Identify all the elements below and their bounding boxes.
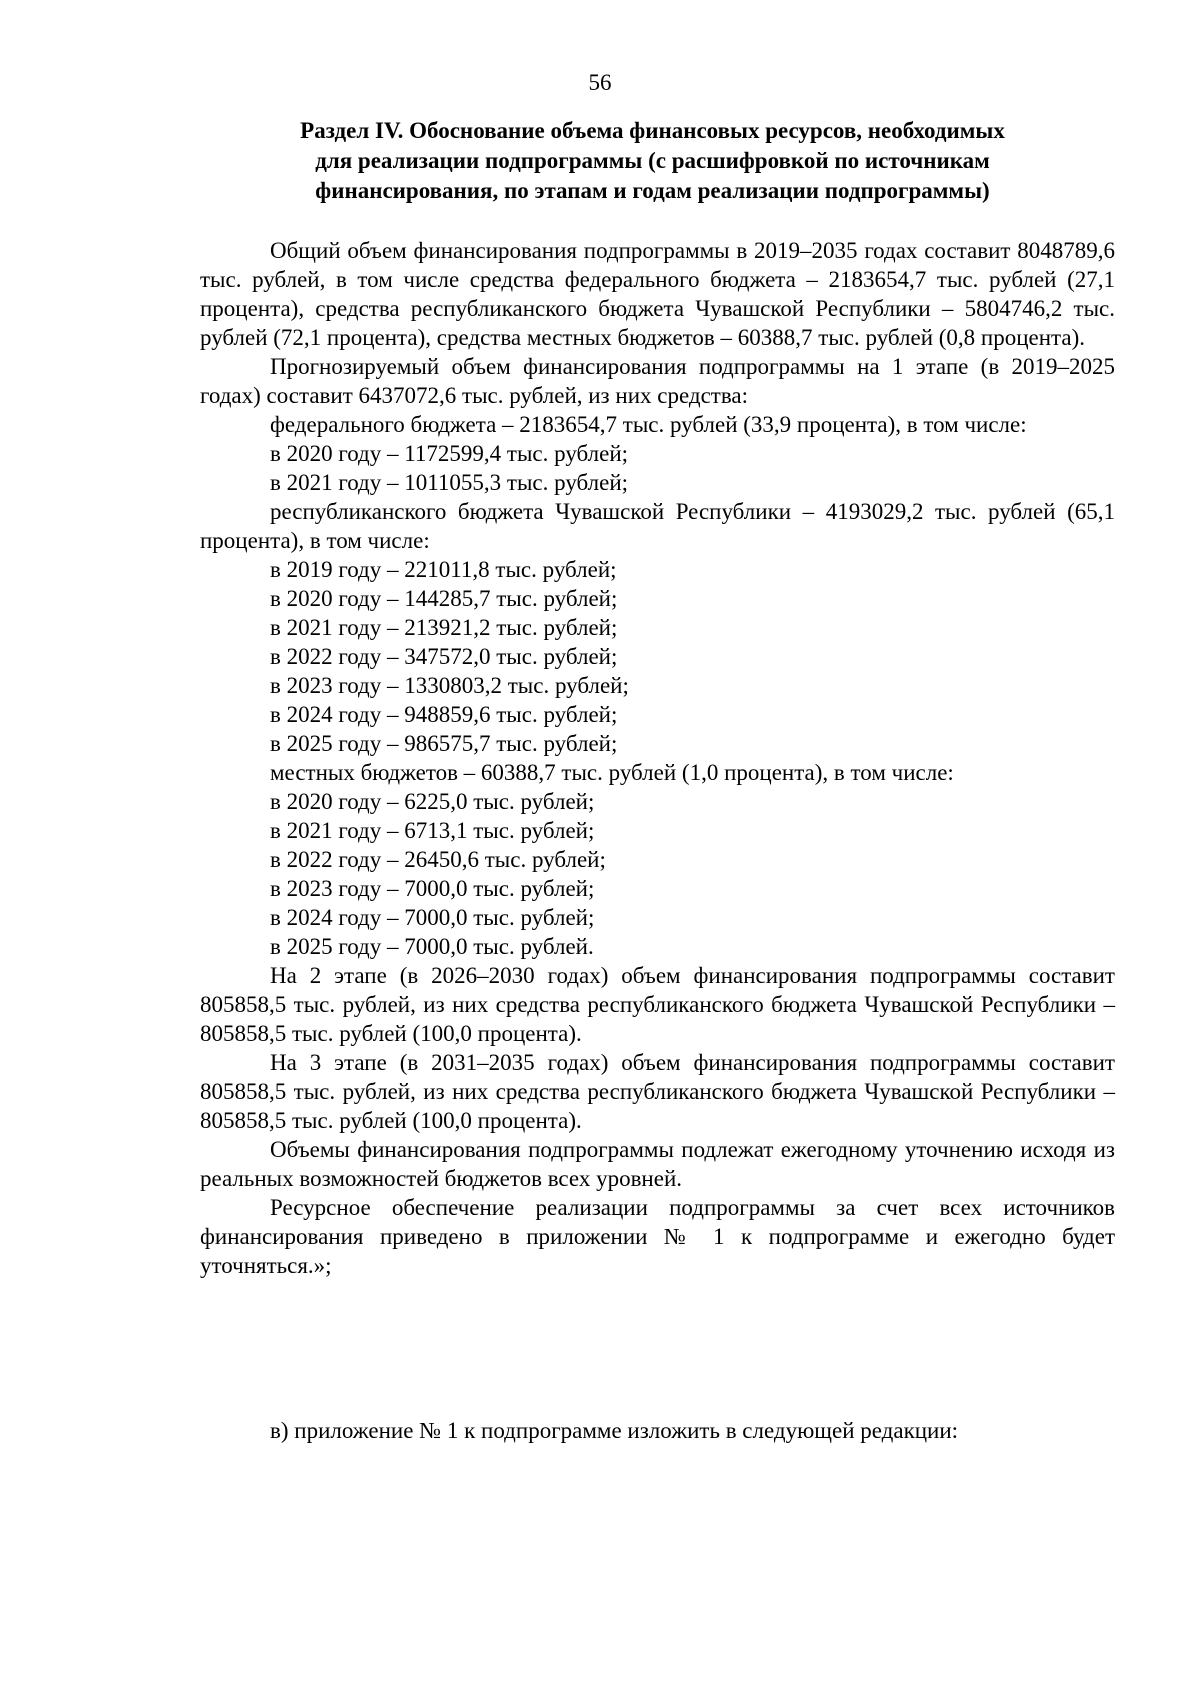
paragraph-resource: Ресурсное обеспечение реализации подпрограммы за счет всех источников финансирования приведено в приложении № 1 к подпрограмме и ежегодно будет уточняться.»;: [200, 1195, 1115, 1278]
heading-line: Раздел IV. Обоснование объема финансовых ресурсов, необходимых: [300, 118, 1005, 143]
list-item: в 2021 году – 1011055,3 тыс. рублей;: [270, 470, 629, 495]
heading-line: финансирования, по этапам и годам реализации подпрограммы): [315, 178, 990, 203]
list-item: в 2025 году – 986575,7 тыс. рублей;: [270, 731, 618, 756]
list-item: в 2020 году – 1172599,4 тыс. рублей;: [270, 441, 629, 466]
paragraph-local: местных бюджетов – 60388,7 тыс. рублей (1,0 процента), в том числе:: [270, 760, 954, 785]
final-line: в) приложение № 1 к подпрограмме изложить в следующей редакции:: [270, 1418, 959, 1443]
paragraph-annual: Объемы финансирования подпрограммы подлежат ежегодному уточнению исходя из реальных возможностей бюджетов всех уровней.: [200, 1137, 1115, 1191]
paragraph-stage3: На 3 этапе (в 2031–2035 годах) объем финансирования подпрограммы составит 805858,5 тыс. рублей, из них средства республиканского бюджета Чувашской Республики – 805858,5 тыс. рублей (100,0 процента).: [200, 1050, 1115, 1133]
paragraph-federal: федерального бюджета – 2183654,7 тыс. рублей (33,9 процента), в том числе:: [270, 412, 1027, 437]
paragraph-stage2: На 2 этапе (в 2026–2030 годах) объем финансирования подпрограммы составит 805858,5 тыс. рублей, из них средства республиканского бюджета Чувашской Республики – 805858,5 тыс. рублей (100,0 процента).: [200, 963, 1115, 1046]
list-item: в 2024 году – 7000,0 тыс. рублей;: [270, 905, 595, 930]
list-item: в 2022 году – 347572,0 тыс. рублей;: [270, 644, 618, 669]
list-item: в 2019 году – 221011,8 тыс. рублей;: [270, 557, 617, 582]
paragraph-stage1: Прогнозируемый объем финансирования подпрограммы на 1 этапе (в 2019–2025 годах) составит 6437072,6 тыс. рублей, из них средства:: [200, 354, 1115, 408]
list-item: в 2020 году – 6225,0 тыс. рублей;: [270, 789, 595, 814]
list-item: в 2023 году – 7000,0 тыс. рублей;: [270, 876, 595, 901]
list-item: в 2021 году – 6713,1 тыс. рублей;: [270, 818, 595, 843]
list-item: в 2024 году – 948859,6 тыс. рублей;: [270, 702, 618, 727]
paragraph-total: Общий объем финансирования подпрограммы в 2019–2035 годах составит 8048789,6 тыс. рублей, в том числе средства федерального бюджета – 2183654,7 тыс. рублей (27,1 процента), средства республиканского бюджета Чувашской Республики – 5804746,2 тыс. рублей (72,1 процента), средства местных бюджетов – 60388,7 тыс. рублей (0,8 процента).: [200, 238, 1115, 350]
list-item: в 2021 году – 213921,2 тыс. рублей;: [270, 615, 618, 640]
page-number: 56: [588, 70, 612, 95]
list-item: в 2023 году – 1330803,2 тыс. рублей;: [270, 673, 629, 698]
list-item: в 2022 году – 26450,6 тыс. рублей;: [270, 847, 606, 872]
document-body: [200, 236, 1115, 1280]
list-item: в 2025 году – 7000,0 тыс. рублей.: [270, 934, 594, 959]
section-heading: [215, 116, 1090, 206]
heading-line: для реализации подпрограммы (с расшифровкой по источникам: [315, 148, 990, 173]
list-item: в 2020 году – 144285,7 тыс. рублей;: [270, 586, 618, 611]
paragraph-republic: республиканского бюджета Чувашской Республики – 4193029,2 тыс. рублей (65,1 процента), в том числе:: [200, 499, 1115, 553]
